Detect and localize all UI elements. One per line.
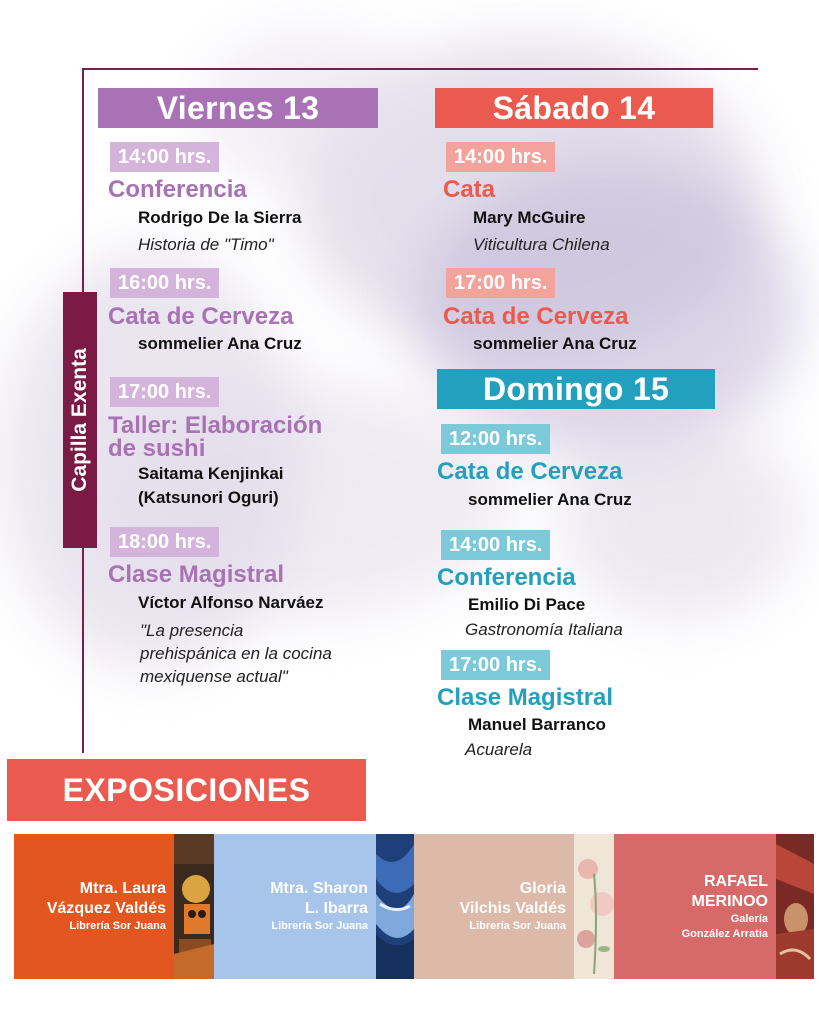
- exhibitor-name: Vázquez Valdés: [46, 900, 166, 917]
- event-description: prehispánica en la cocina: [140, 644, 332, 663]
- day-header-saturday: Sábado 14: [435, 88, 713, 128]
- exhibitor-name: Vilchis Valdés: [459, 900, 566, 917]
- event-title: Conferencia: [108, 176, 247, 203]
- event-person: Rodrigo De la Sierra: [138, 208, 302, 227]
- artwork-thumbnail: [776, 834, 814, 979]
- event-person: sommelier Ana Cruz: [468, 490, 632, 509]
- exhibition-text: [614, 834, 776, 979]
- event-title: Cata de Cerveza: [108, 303, 294, 330]
- event-description: Gastronomía Italiana: [465, 620, 623, 639]
- event-person: Víctor Alfonso Narváez: [138, 593, 324, 612]
- event-description: Historia de "Timo": [138, 235, 274, 254]
- event-title: de sushi: [108, 435, 206, 462]
- exhibitor-name: Gloria: [519, 880, 566, 897]
- day-header-sunday: Domingo 15: [437, 369, 715, 409]
- exhibition-text: [414, 834, 574, 979]
- venue-label-text: Capilla Exenta: [68, 348, 91, 492]
- event-person: sommelier Ana Cruz: [473, 334, 637, 353]
- time-badge: 14:00 hrs.: [441, 530, 550, 560]
- exhibition-text: [14, 834, 174, 979]
- exhibition-venue: González Arratia: [681, 927, 768, 940]
- artwork-thumbnail: [174, 834, 214, 979]
- time-badge: 14:00 hrs.: [110, 142, 219, 172]
- event-person: sommelier Ana Cruz: [138, 334, 302, 353]
- exhibition-text: [214, 834, 376, 979]
- event-person: (Katsunori Oguri): [138, 488, 279, 507]
- venue-label: [63, 292, 97, 548]
- watercolor-wash: [560, 420, 800, 620]
- artwork-thumbnail: [574, 834, 614, 979]
- exposiciones-banner: EXPOSICIONES: [7, 759, 366, 821]
- time-badge: 17:00 hrs.: [446, 268, 555, 298]
- exhibition-venue: Librería Sor Juana: [469, 920, 566, 932]
- exhibitor-name: RAFAEL: [704, 872, 768, 890]
- frame-line-top: [82, 68, 758, 70]
- event-title: Cata: [443, 176, 496, 203]
- time-badge: 14:00 hrs.: [446, 142, 555, 172]
- exhibition-card: [14, 834, 214, 979]
- event-person: Emilio Di Pace: [468, 595, 586, 614]
- time-badge: 12:00 hrs.: [441, 424, 550, 454]
- event-title: Clase Magistral: [437, 684, 614, 711]
- event-description: mexiquense actual": [140, 667, 288, 686]
- time-badge: 17:00 hrs.: [110, 377, 219, 407]
- day-header-friday: Viernes 13: [98, 88, 378, 128]
- exhibitor-name: Mtra. Sharon: [270, 880, 368, 897]
- event-title: Cata de Cerveza: [443, 303, 629, 330]
- exhibition-card: [214, 834, 414, 979]
- event-title: Cata de Cerveza: [437, 458, 623, 485]
- event-description: Viticultura Chilena: [473, 235, 610, 254]
- event-person: Saitama Kenjinkai: [138, 464, 284, 483]
- exhibition-card: [614, 834, 814, 979]
- exhibition-card: [414, 834, 614, 979]
- time-badge: 17:00 hrs.: [441, 650, 550, 680]
- artwork-thumbnail: [376, 834, 414, 979]
- event-description: "La presencia: [140, 621, 244, 640]
- exhibitor-name: MERINOO: [691, 892, 768, 910]
- time-badge: 18:00 hrs.: [110, 527, 219, 557]
- time-badge: 16:00 hrs.: [110, 268, 219, 298]
- event-title: Taller: Elaboración: [108, 412, 323, 439]
- exhibition-venue: Librería Sor Juana: [271, 920, 368, 932]
- event-title: Clase Magistral: [108, 561, 285, 588]
- event-title: Conferencia: [437, 564, 576, 591]
- exhibitor-name: L. Ibarra: [304, 900, 368, 917]
- event-description: Acuarela: [465, 740, 533, 759]
- exhibition-venue: Galería: [730, 912, 768, 925]
- event-person: Manuel Barranco: [468, 715, 606, 734]
- exhibitor-name: Mtra. Laura: [79, 880, 166, 897]
- event-person: Mary McGuire: [473, 208, 586, 227]
- exhibition-venue: Librería Sor Juana: [69, 920, 166, 932]
